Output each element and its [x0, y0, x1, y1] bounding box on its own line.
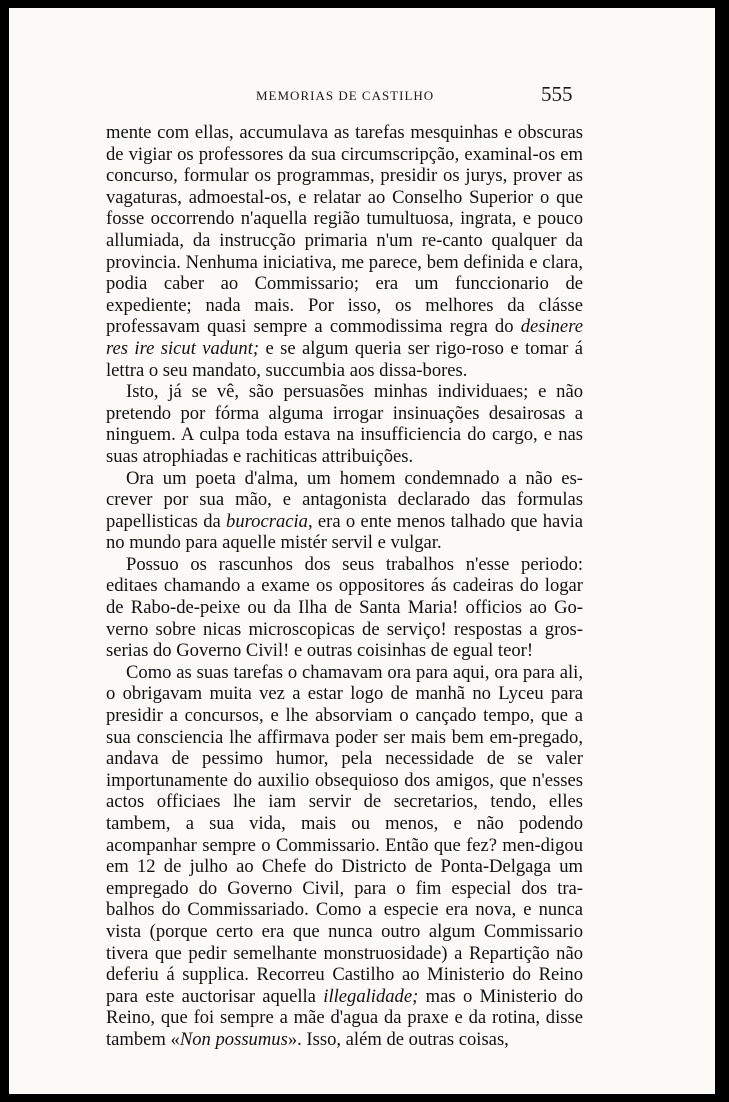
- running-title: MEMORIAS DE CASTILHO: [256, 88, 435, 103]
- paragraph: [106, 468, 583, 554]
- latin-phrase: Non possumus: [179, 1028, 288, 1050]
- text-run: Ora um poeta d'alma, um homem condemnado a não es-crever por sua mão, e antagonista declarado das formulas papellisticas da: [106, 467, 583, 532]
- scan-border-top: [0, 0, 729, 8]
- text-run: mas o Ministerio do Reino, que foi sempre a mãe d'agua da praxe e da rotina, disse tambem «: [106, 985, 583, 1050]
- paragraph: [106, 122, 583, 381]
- body-text: [106, 122, 583, 1051]
- text-run: e se algum queria ser rigo-roso e tomar á lettra o seu mandato, succumbia aos dissa-bores.: [106, 337, 583, 381]
- text-run: mente com ellas, accumulava as tarefas mesquinhas e obscuras de vigiar os professores da sua circumscripção, examinal-os em concurso, formular os programmas, presidir os jurys, prover as vagaturas, admoestal-os, e relatar ao Conselho Superior o que fosse occorrendo n'aquella região tumultuosa, ingrata, e pouco allumiada, da instrucção primaria n'um re-canto qualquer da provincia. Nenhuma iniciativa, me parece, bem definida e clara, podia caber ao Commissario; era um funccionario de expediente; nada mais. Por isso, os melhores da clásse professavam quasi sempre a commodissima regra do: [106, 122, 583, 338]
- text-run: Como as suas tarefas o chamavam ora para aqui, ora para ali, o obrigavam muita vez a estar logo de manhã no Lyceu para presidir a concursos, e lhe absorviam o cançado tempo, que a sua consciencia lhe affirmava poder ser mais bem em-pregado, andava de pessimo humor, pela necessidade de se valer importunamente do auxilio obsequioso dos amigos, que n'esses actos officiaes lhe iam servir de secretarios, tendo, elles tambem, a sua vida, mais ou menos, e não podendo acompanhar sempre o Commissario. Então que fez? men-digou em 12 de julho ao Chefe do Districto de Ponta-Delgaga um empregado do Governo Civil, para o fim especial dos tra-balhos do Commissariado. Como a especie era nova, e nunca vista (porque certo era que nunca outro algum Commissario tivera que pedir semelhante monstruosidade) a Repartição não deferiu á supplica. Recorreu Castilho ao Ministerio do Reino para este auctorisar aquella: [106, 661, 583, 1007]
- scan-border-bottom: [0, 1094, 729, 1102]
- paragraph: [106, 662, 583, 1051]
- scan-border-right: [715, 0, 729, 1102]
- paragraph: Isto, já se vê, são persuasões minhas individuaes; e não pretendo por fórma alguma irrogar insinuações desairosas a ninguem. A culpa toda estava na insufficiencia do cargo, e nas suas atrophiadas e rachiticas attribuições.: [106, 381, 583, 467]
- text-run: era o ente menos talhado que havia no mundo para aquelle mistér servil e vulgar.: [106, 510, 583, 554]
- scan-border-left: [0, 0, 9, 1102]
- paragraph: Possuo os rascunhos dos seus trabalhos n'esse periodo: editaes chamando a exame os oppositores ás cadeiras do logar de Rabo-de-peixe ou da Ilha de Santa Maria! officios ao Go-verno sobre nicas microscopicas de serviço! respostas a gros-serias do Governo Civil! e outras coisinhas de egual teor!: [106, 553, 583, 662]
- page-number: 555: [541, 82, 573, 106]
- latin-phrase: desinere res ire sicut vadunt;: [106, 316, 583, 359]
- text-run: ». Isso, além de outras coisas,: [287, 1028, 509, 1050]
- italic-word: burocracia,: [226, 510, 313, 532]
- italic-word: illegalidade;: [323, 985, 419, 1007]
